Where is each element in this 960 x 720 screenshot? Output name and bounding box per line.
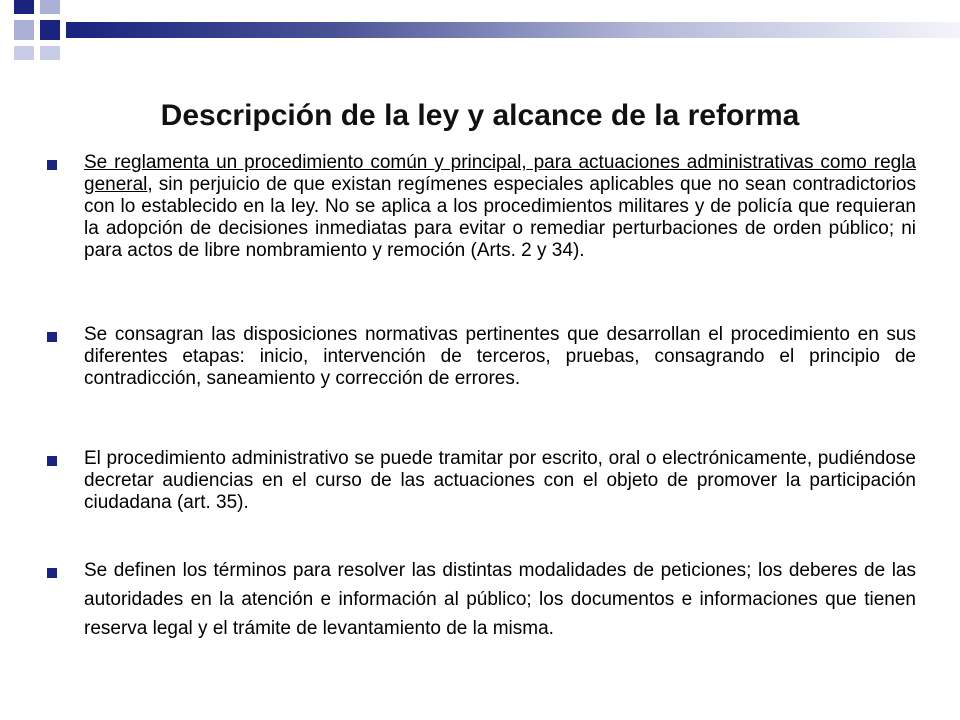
bullet-text: El procedimiento administrativo se puede tramitar por escrito, oral o electrónicamente, pudiéndose decretar audiencias en el curso de las actuaciones con el objeto de promover la participación ciudadana (art. 35). (84, 448, 916, 513)
square-bullet-icon (47, 332, 57, 342)
slide-title: Descripción de la ley y alcance de la reforma (160, 99, 800, 133)
banner-square (40, 20, 60, 40)
bullet-text: Se definen los términos para resolver las distintas modalidades de peticiones; los deberes de las autoridades en la atención e información al público; los documentos e informaciones que tienen reserva legal y el trámite de levantamiento de la misma. (84, 560, 916, 639)
bullet-text-rest: , sin perjuicio de que existan regímenes especiales aplicables que no sean contradictorios con lo establecido en la ley. No se aplica a los procedimientos militares y de policía que requieran la adopción de decisiones inmediatas para evitar o remediar perturbaciones de orden público; ni para actos de libre nombramiento y remoción (Arts. 2 y 34). (84, 174, 916, 261)
square-bullet-icon (47, 568, 57, 578)
banner-square (14, 20, 34, 40)
underlined-text: Se reglamenta un procedimiento común y principal, para actuaciones administrativas como regla general (84, 152, 916, 195)
square-bullet-icon (47, 456, 57, 466)
banner-square (14, 46, 34, 60)
bullet-text (84, 152, 916, 262)
square-bullet-icon (47, 160, 57, 170)
decorative-banner (0, 0, 960, 60)
bullet-text: Se consagran las disposiciones normativas pertinentes que desarrollan el procedimiento en sus diferentes etapas: inicio, intervención de terceros, pruebas, consagrando el principio de contradicción, saneamiento y corrección de errores. (84, 324, 916, 389)
banner-gradient-bar (66, 22, 960, 38)
banner-square (14, 0, 34, 14)
banner-square (40, 46, 60, 60)
banner-square (40, 0, 60, 14)
